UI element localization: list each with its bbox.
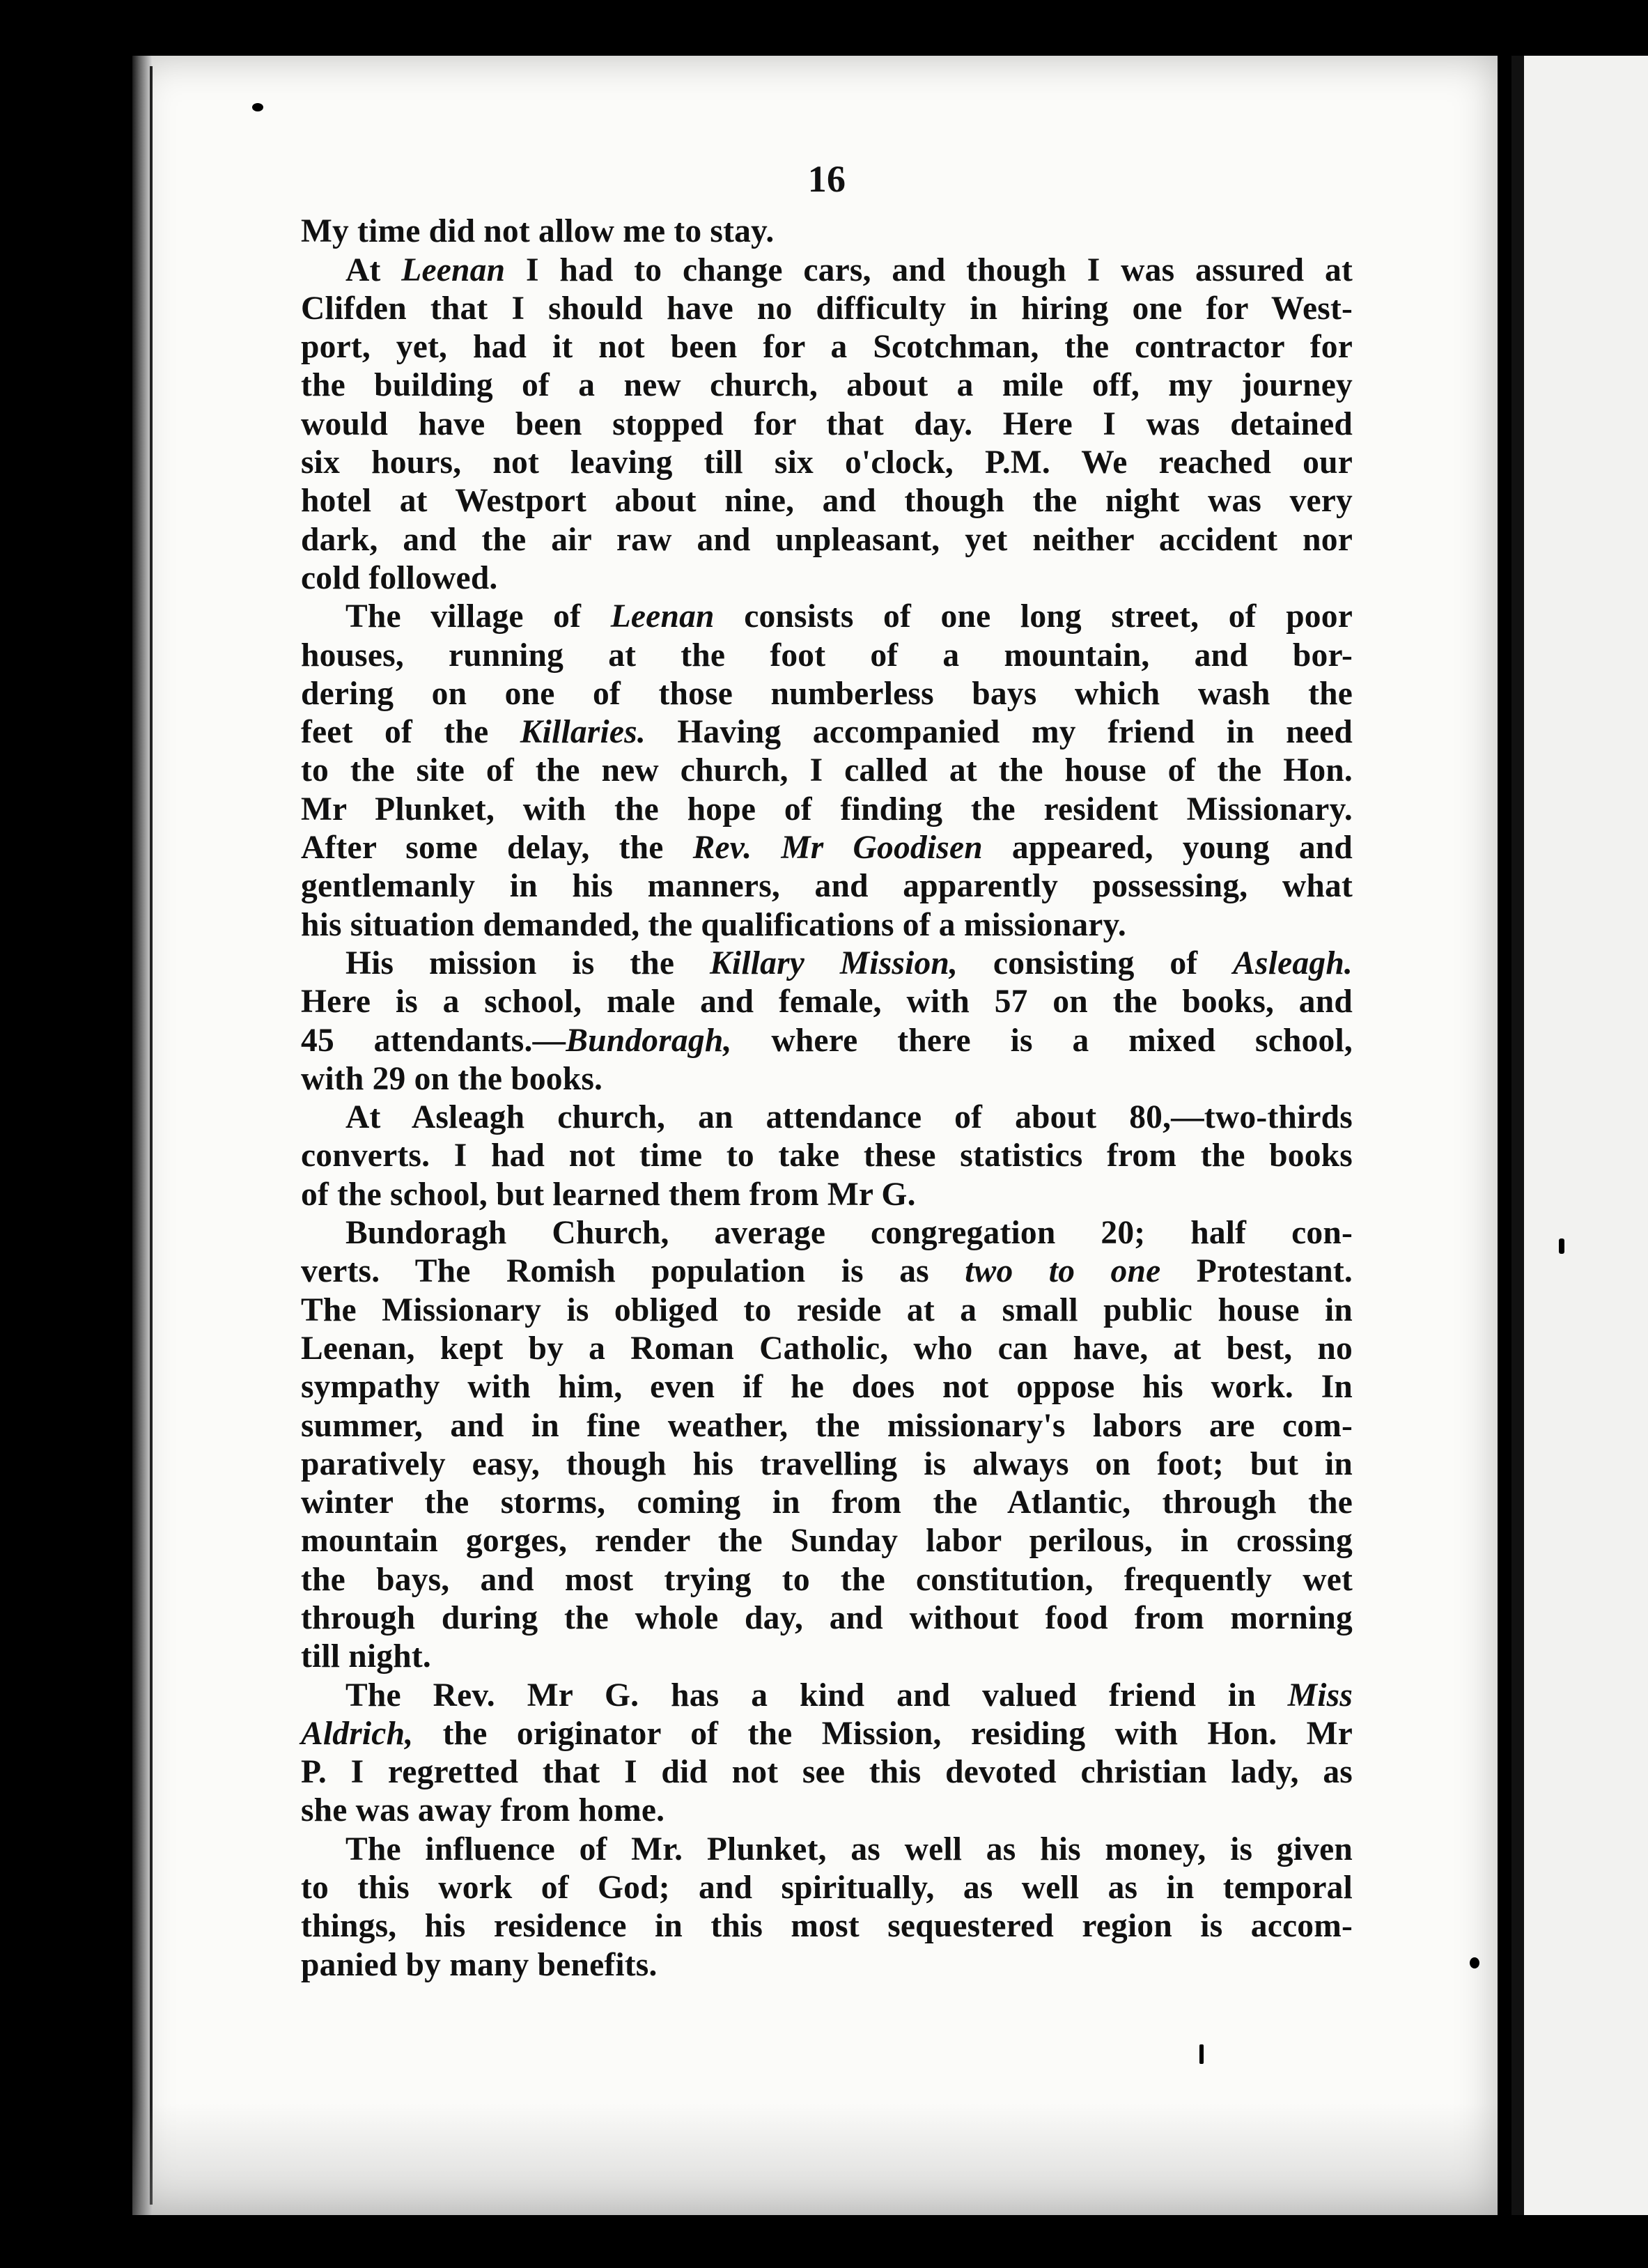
text-segment: winter the storms, coming in from the Atlantic, through the <box>301 1484 1353 1521</box>
text-segment: consisting of <box>958 945 1234 981</box>
text-line <box>301 328 1353 366</box>
body-text <box>301 212 1353 1984</box>
facing-page-edge <box>1511 56 1648 2215</box>
text-segment: Asleagh. <box>1233 945 1353 981</box>
text-line <box>301 1445 1353 1484</box>
text-segment: port, yet, had it not been for a Scotchman, the contractor for <box>301 329 1353 366</box>
text-segment: mountain gorges, render the Sunday labor perilous, in crossing <box>301 1523 1353 1560</box>
text-line <box>301 212 1353 251</box>
text-segment: Clifden that I should have no difficulty in hiring one for West- <box>301 290 1353 327</box>
text-segment: After some delay, the <box>301 830 693 867</box>
text-line <box>301 829 1353 867</box>
ink-speck <box>1559 1238 1564 1254</box>
text-segment: At Asleagh church, an attendance of about 80,—two-thirds <box>345 1099 1353 1136</box>
text-segment: The Missionary is obliged to reside at a small public house in <box>301 1291 1353 1328</box>
text-line <box>301 1484 1353 1522</box>
text-segment: summer, and in fine weather, the missionary's labors are com- <box>301 1407 1353 1444</box>
text-segment: Leenan <box>610 598 715 635</box>
text-line <box>301 867 1353 906</box>
text-line <box>301 1946 1353 1984</box>
text-line <box>301 675 1353 713</box>
text-segment: My time did not allow me to stay. <box>301 213 775 250</box>
text-line <box>301 1060 1353 1098</box>
text-line <box>301 1753 1353 1792</box>
text-segment: Miss <box>1287 1677 1353 1714</box>
text-segment: Aldrich, <box>301 1715 414 1752</box>
text-line <box>301 1291 1353 1330</box>
text-line <box>301 1869 1353 1907</box>
text-segment: till night. <box>301 1638 431 1675</box>
text-line <box>301 366 1353 405</box>
text-segment: through during the whole day, and without food from morning <box>301 1599 1353 1636</box>
text-line <box>301 1638 1353 1676</box>
text-segment: Here is a school, male and female, with 57 on the books, and <box>301 984 1353 1020</box>
page-text <box>301 160 1353 1984</box>
text-segment: 45 attendants.— <box>301 1022 566 1059</box>
text-segment: the building of a new church, about a mile off, my journey <box>301 367 1353 404</box>
text-segment: Bundoragh, <box>566 1022 732 1059</box>
text-segment: sympathy with him, even if he does not oppose his work. In <box>301 1369 1353 1406</box>
text-line <box>301 791 1353 829</box>
text-segment: dering on one of those numberless bays which wash the <box>301 675 1353 712</box>
text-segment: appeared, young and <box>982 830 1353 867</box>
text-segment: where there is a mixed school, <box>731 1022 1353 1059</box>
text-segment: would have been stopped for that day. Here I was detained <box>301 405 1353 442</box>
text-line <box>301 1522 1353 1560</box>
text-segment: to this work of God; and spiritually, as well as in temporal <box>301 1870 1353 1906</box>
text-line <box>301 482 1353 520</box>
text-segment: paratively easy, though his travelling is always on foot; but in <box>301 1445 1353 1482</box>
text-line <box>301 405 1353 444</box>
text-segment: Mr Plunket, with the hope of finding the resident Missionary. <box>301 791 1353 828</box>
text-line <box>301 637 1353 675</box>
text-segment: the originator of the Mission, residing with Hon. Mr <box>413 1715 1353 1752</box>
text-segment: Rev. Mr Goodisen <box>692 830 983 867</box>
text-segment: The influence of Mr. Plunket, as well as his money, is given <box>345 1831 1353 1867</box>
text-segment: His mission is the <box>345 945 710 981</box>
text-line <box>301 983 1353 1021</box>
text-segment: Protestant. <box>1160 1253 1353 1290</box>
text-segment: P. I regretted that I did not see this devoted christian lady, as <box>301 1754 1353 1791</box>
text-segment: The Rev. Mr G. has a kind and valued friend in <box>345 1677 1288 1714</box>
text-segment: with 29 on the books. <box>301 1060 603 1097</box>
text-segment: The village of <box>345 598 611 635</box>
text-segment: I had to change cars, and though I was assured at <box>505 251 1353 288</box>
ink-speck <box>1470 1957 1479 1968</box>
text-line <box>301 598 1353 636</box>
page-bottom-shadow <box>132 2104 1498 2215</box>
text-line <box>301 444 1353 482</box>
text-segment: Killary Mission, <box>710 945 958 981</box>
text-segment: hotel at Westport about nine, and though the night was very <box>301 483 1353 520</box>
text-segment: At <box>345 251 402 288</box>
text-segment: Killaries. <box>520 714 646 751</box>
text-line <box>301 1252 1353 1291</box>
page-left-edge <box>132 56 152 2215</box>
text-segment: converts. I had not time to take these statistics from the books <box>301 1137 1353 1174</box>
text-segment: Leenan, kept by a Roman Catholic, who can have, at best, no <box>301 1330 1353 1367</box>
text-segment: feet of the <box>301 714 520 751</box>
text-line <box>301 559 1353 598</box>
text-line <box>301 1098 1353 1137</box>
text-line <box>301 1792 1353 1830</box>
text-line <box>301 1022 1353 1060</box>
text-line <box>301 1137 1353 1175</box>
text-line <box>301 945 1353 983</box>
text-segment: of the school, but learned them from Mr G. <box>301 1176 916 1213</box>
text-line <box>301 1561 1353 1599</box>
gutter-line <box>150 66 153 2205</box>
text-line <box>301 906 1353 945</box>
text-line <box>301 713 1353 752</box>
text-line <box>301 251 1353 290</box>
text-segment: things, his residence in this most sequestered region is accom- <box>301 1908 1353 1945</box>
text-line <box>301 1214 1353 1252</box>
text-line <box>301 1368 1353 1406</box>
text-line <box>301 1599 1353 1638</box>
ink-speck <box>1199 2044 1204 2064</box>
text-segment: two to one <box>965 1253 1161 1290</box>
text-line <box>301 1176 1353 1214</box>
page-number: 16 <box>807 158 846 200</box>
text-line <box>301 521 1353 559</box>
text-line <box>301 290 1353 328</box>
ink-speck <box>252 103 263 111</box>
text-line <box>301 1907 1353 1945</box>
text-segment: houses, running at the foot of a mountain, and bor- <box>301 637 1353 674</box>
text-segment: dark, and the air raw and unpleasant, yet neither accident nor <box>301 521 1353 558</box>
text-line <box>301 1715 1353 1753</box>
text-segment: verts. The Romish population is as <box>301 1253 965 1290</box>
text-line <box>301 1677 1353 1715</box>
text-segment: panied by many benefits. <box>301 1946 658 1983</box>
text-segment: six hours, not leaving till six o'clock, P.M. We reached our <box>301 444 1353 481</box>
text-segment: his situation demanded, the qualifications of a missionary. <box>301 906 1126 943</box>
text-segment: cold followed. <box>301 559 498 596</box>
text-line <box>301 1330 1353 1368</box>
text-segment: the bays, and most trying to the constitution, frequently wet <box>301 1561 1353 1598</box>
text-line <box>301 1407 1353 1445</box>
text-line <box>301 1831 1353 1869</box>
text-segment: she was away from home. <box>301 1792 665 1829</box>
text-segment: Leenan <box>401 251 506 288</box>
text-segment: to the site of the new church, I called at the house of the Hon. <box>301 752 1353 789</box>
text-segment: Bundoragh Church, average congregation 20; half con- <box>345 1215 1353 1252</box>
text-segment: Having accompanied my friend in need <box>645 714 1353 751</box>
text-segment: consists of one long street, of poor <box>714 598 1353 635</box>
text-segment: gentlemanly in his manners, and apparently possessing, what <box>301 868 1353 905</box>
text-line <box>301 752 1353 790</box>
